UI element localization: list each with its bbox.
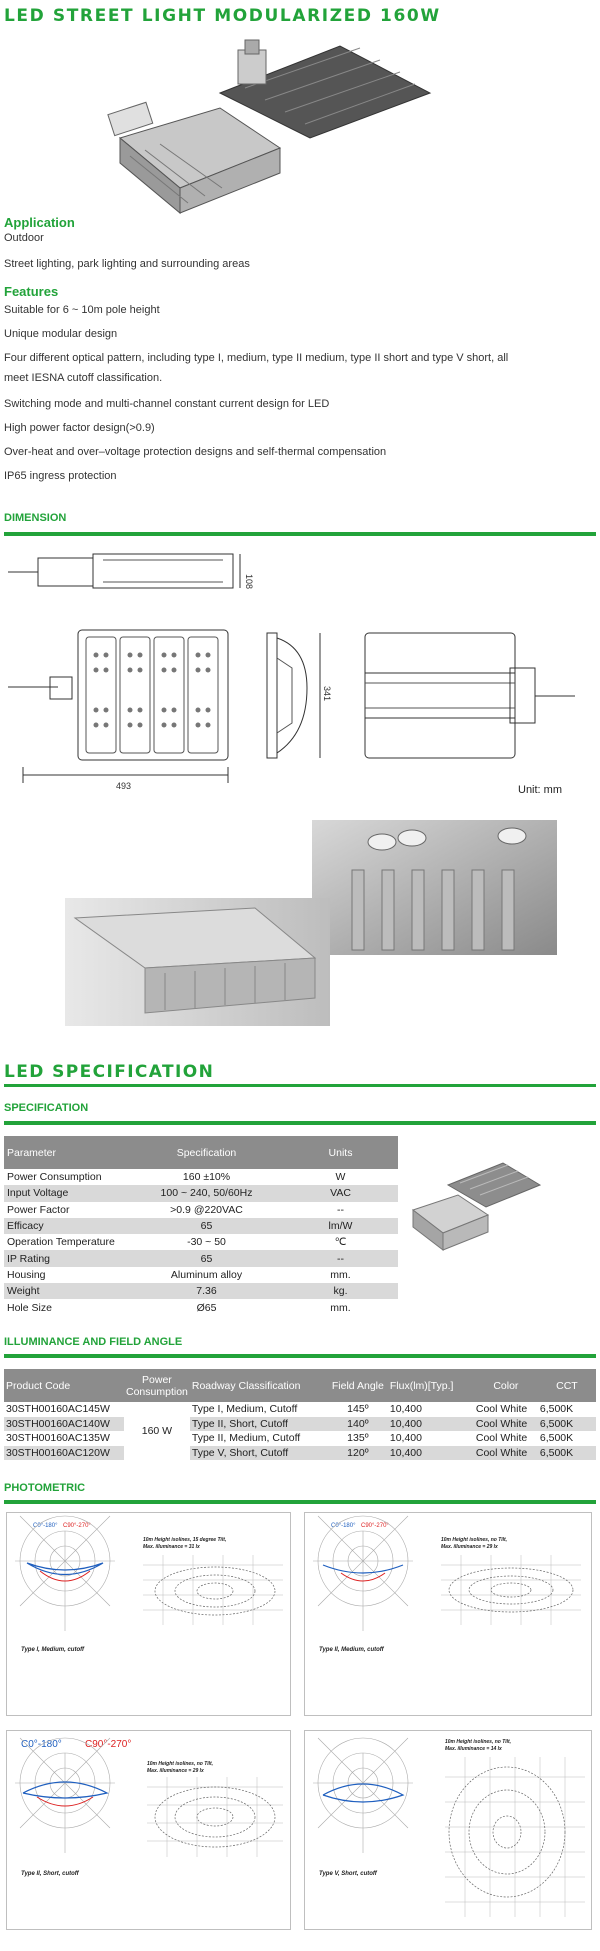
table-cell: Power Factor [7,1203,70,1216]
table-cell: -- [337,1203,344,1216]
table-cell: Hole Size [7,1301,52,1314]
isoline-diagram [445,1757,585,1917]
table-cell: Cool White [475,1403,528,1416]
table-cell: -30 ~ 50 [187,1236,226,1249]
table-row [4,1431,596,1446]
table-row [4,1402,596,1417]
spec-product-image [408,1155,543,1263]
table-header: Color [474,1369,538,1402]
isoline-title: 10m Height isolines, 15 degree Tilt, [143,1537,227,1543]
feature-line: Unique modular design [4,328,118,340]
table-cell: Type V, Short, Cutoff [190,1446,328,1461]
dimension-top-view [8,625,233,791]
c0-label: C0°-180° [21,1739,62,1750]
table-cell: 140º [328,1417,388,1432]
table-cell: 30STH00160AC140W [4,1417,124,1432]
table-cell: 10,400 [389,1432,422,1445]
power-cell: 160 W [124,1402,190,1460]
led-spec-title: LED SPECIFICATION [4,1062,215,1082]
specification-rule [4,1121,596,1125]
closeup-photo-bottom [65,898,330,1026]
table-cell: Cool White [475,1432,528,1445]
feature-line: meet IESNA cutoff classification. [4,372,163,384]
isoline-title: 10m Height isolines, no Tilt, [445,1739,512,1745]
table-cell: -- [280,1250,398,1266]
table-row [4,1185,398,1201]
feature-line: Switching mode and multi-channel constant current design for LED [4,398,330,410]
c90-label: C90°-270° [85,1739,132,1750]
table-cell: 145º [347,1403,369,1416]
table-cell: 30STH00160AC135W [6,1432,110,1445]
dimension-108-label: 108 [244,574,254,590]
specification-heading: SPECIFICATION [4,1102,89,1114]
dimension-side-view [8,540,258,600]
isoline-diagram [143,1555,283,1625]
features-heading: Features [4,284,59,299]
dimension-bottom-view [360,628,580,768]
table-cell: Housing [7,1268,46,1281]
table-cell: 10,400 [388,1417,474,1432]
illuminance-table [4,1369,596,1460]
isoline-subtitle: Max. illuminance = 14 lx [445,1746,502,1752]
table-cell: 135º [347,1432,369,1445]
table-row [4,1299,398,1315]
dimension-rule [4,532,596,536]
table-header: Power Consumption [124,1369,190,1402]
table-cell: Input Voltage [4,1185,130,1201]
table-row [4,1446,596,1461]
table-header: Field Angle [328,1369,388,1402]
dimension-341-label: 341 [322,686,332,702]
table-cell: Type II, Medium, Cutoff [191,1432,301,1445]
photometric-caption: Type V, Short, cutoff [319,1871,377,1877]
page-title: LED STREET LIGHT MODULARIZED 160W [4,6,441,26]
specification-table [4,1136,398,1316]
table-row [4,1218,398,1234]
illuminance-heading: ILLUMINANCE AND FIELD ANGLE [4,1336,183,1348]
table-cell: 30STH00160AC145W [6,1403,110,1416]
isoline-title: 10m Height isolines, no Tilt, [147,1761,214,1767]
isoline-subtitle: Max. illuminance = 31 lx [143,1544,200,1550]
photometric-panel [304,1730,592,1930]
table-cell: 7.36 [130,1283,280,1299]
table-cell: Cool White [474,1446,538,1461]
table-header: Specification [130,1136,280,1169]
photometric-panel [304,1512,592,1716]
polar-diagram [313,1753,413,1853]
isoline-diagram [147,1777,283,1857]
table-cell: 100 ~ 240, 50/60Hz [130,1185,280,1201]
table-cell: Efficacy [4,1218,130,1234]
table-cell: mm. [330,1268,351,1281]
table-cell: 6,500K [539,1432,574,1445]
table-row [4,1202,398,1218]
feature-line: Suitable for 6 ~ 10m pole height [4,304,160,316]
feature-line: Four different optical pattern, including type I, medium, type II medium, type II short and type V short, all [4,352,509,364]
polar-diagram [15,1753,115,1853]
photometric-panel [6,1512,291,1716]
photometric-caption: Type II, Short, cutoff [21,1871,79,1877]
photometric-heading: PHOTOMETRIC [4,1482,86,1494]
photometric-caption: Type II, Medium, cutoff [319,1647,384,1653]
table-header: CCT [538,1369,596,1402]
c90-label: C90°-270° [361,1523,389,1529]
application-line: Street lighting, park lighting and surrounding areas [4,258,250,270]
table-cell: kg. [280,1283,398,1299]
table-cell: Type I, Medium, Cutoff [191,1403,298,1416]
dimension-unit: Unit: mm [518,784,562,796]
table-cell: 160 ±10% [182,1171,231,1184]
table-cell: 6,500K [538,1446,596,1461]
isoline-subtitle: Max. illuminance = 29 lx [441,1544,498,1550]
table-header: Parameter [4,1136,130,1169]
table-header-row [4,1369,596,1402]
table-cell: mm. [330,1301,351,1314]
isoline-title: 10m Height isolines, no Tilt, [441,1537,508,1543]
table-row [4,1250,398,1266]
illuminance-rule [4,1354,596,1358]
table-cell: 10,400 [389,1403,422,1416]
table-header: Roadway Classification [190,1369,328,1402]
table-header: Product Code [4,1369,124,1402]
table-cell: Cool White [474,1417,538,1432]
table-cell: Power Consumption [7,1171,102,1184]
closeup-photo-top [312,820,557,955]
table-cell: >0.9 @220VAC [170,1203,243,1216]
led-spec-rule [4,1084,596,1087]
table-row [4,1417,596,1432]
feature-line: IP65 ingress protection [4,470,117,482]
c0-label: C0°-180° [33,1523,58,1529]
table-row [4,1234,398,1250]
table-cell: IP Rating [4,1250,130,1266]
table-cell: Weight [4,1283,130,1299]
table-cell: lm/W [280,1218,398,1234]
polar-diagram [15,1531,115,1631]
table-cell: Operation Temperature [7,1236,115,1249]
dimension-heading: DIMENSION [4,512,67,524]
table-cell: Aluminum alloy [170,1268,243,1281]
table-row [4,1283,398,1299]
table-row [4,1267,398,1283]
table-cell: Ø65 [196,1301,217,1314]
product-hero-image [110,38,440,220]
photometric-caption: Type I, Medium, cutoff [21,1647,85,1653]
table-cell: ℃ [334,1236,347,1249]
isoline-diagram [441,1555,581,1625]
dimension-493-label: 493 [116,781,132,791]
application-heading: Application [4,215,75,230]
dimension-profile-view [262,628,332,768]
table-header: Units [280,1136,398,1169]
feature-line: High power factor design(>0.9) [4,422,155,434]
table-cell: 6,500K [539,1403,574,1416]
table-cell: 10,400 [388,1446,474,1461]
table-cell: 120º [328,1446,388,1461]
isoline-subtitle: Max. illuminance = 29 lx [147,1768,204,1774]
photometric-panel [6,1730,291,1930]
c0-label: C0°-180° [331,1523,356,1529]
table-header-row [4,1136,398,1169]
table-cell: Type II, Short, Cutoff [190,1417,328,1432]
table-cell: 30STH00160AC120W [4,1446,124,1461]
feature-line: Over-heat and over–voltage protection designs and self-thermal compensation [4,446,387,458]
polar-diagram [313,1531,413,1631]
table-cell: W [335,1171,346,1184]
table-cell: 6,500K [538,1417,596,1432]
table-cell: 65 [130,1250,280,1266]
table-row [4,1169,398,1185]
c90-label: C90°-270° [63,1523,91,1529]
photometric-rule [4,1500,596,1504]
table-cell: 65 [130,1218,280,1234]
table-header: Flux(lm)[Typ.] [388,1369,474,1402]
application-line: Outdoor [4,232,44,244]
table-cell: VAC [280,1185,398,1201]
